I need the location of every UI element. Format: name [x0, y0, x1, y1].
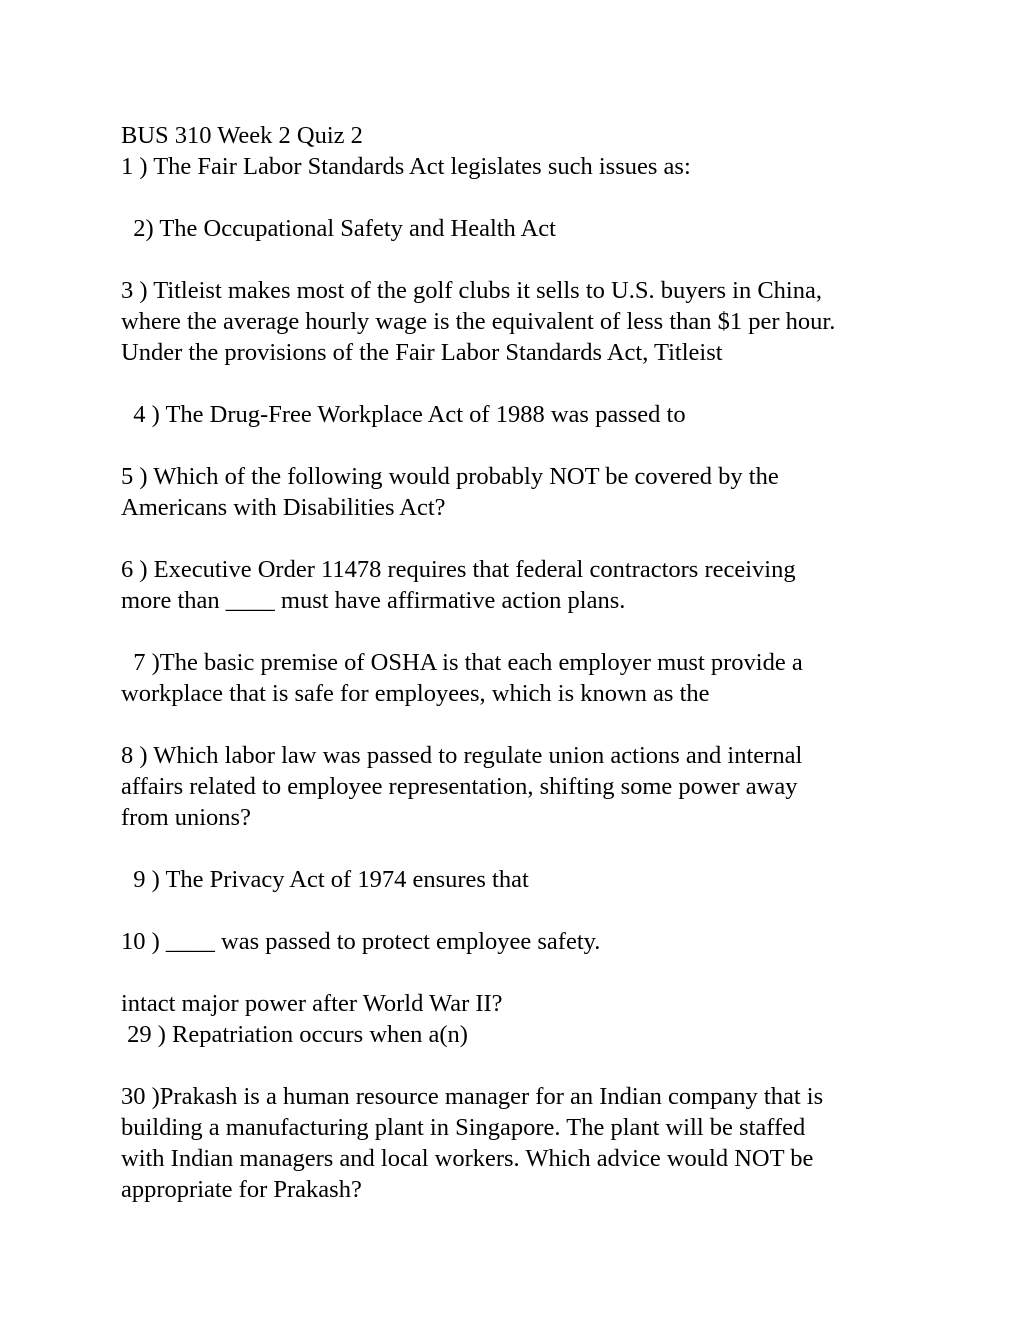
blank-line: [121, 430, 921, 461]
fragment-line: intact major power after World War II?: [121, 990, 503, 1017]
question-29: 29 ) Repatriation occurs when a(n): [121, 1021, 468, 1048]
question-4: 4 ) The Drug-Free Workplace Act of 1988 was passed to: [121, 401, 686, 428]
blank-line: [121, 182, 921, 213]
blank-line: [121, 1050, 921, 1081]
blank-line: [121, 616, 921, 647]
question-7-line-1: 7 )The basic premise of OSHA is that each employer must provide a: [121, 649, 803, 676]
question-8-line-3: from unions?: [121, 804, 251, 831]
doc-title: BUS 310 Week 2 Quiz 2: [121, 122, 363, 149]
blank-line: [121, 368, 921, 399]
blank-line: [121, 709, 921, 740]
question-30-line-3: with Indian managers and local workers. Which advice would NOT be: [121, 1145, 814, 1172]
question-1: 1 ) The Fair Labor Standards Act legislates such issues as:: [121, 153, 691, 180]
question-3-line-1: 3 ) Titleist makes most of the golf clubs it sells to U.S. buyers in China,: [121, 277, 822, 304]
question-30-line-4: appropriate for Prakash?: [121, 1176, 362, 1203]
question-7-line-2: workplace that is safe for employees, which is known as the: [121, 680, 710, 707]
blank-line: [121, 895, 921, 926]
question-6-line-2: more than ____ must have affirmative action plans.: [121, 587, 626, 614]
blank-line: [121, 833, 921, 864]
question-30-line-2: building a manufacturing plant in Singapore. The plant will be staffed: [121, 1114, 806, 1141]
question-2: 2) The Occupational Safety and Health Act: [121, 215, 556, 242]
question-3-line-3: Under the provisions of the Fair Labor Standards Act, Titleist: [121, 339, 723, 366]
question-5-line-1: 5 ) Which of the following would probably NOT be covered by the: [121, 463, 779, 490]
blank-line: [121, 957, 921, 988]
question-6-line-1: 6 ) Executive Order 11478 requires that federal contractors receiving: [121, 556, 796, 583]
question-5-line-2: Americans with Disabilities Act?: [121, 494, 446, 521]
blank-line: [121, 523, 921, 554]
question-3-line-2: where the average hourly wage is the equivalent of less than $1 per hour.: [121, 308, 836, 335]
question-8-line-1: 8 ) Which labor law was passed to regulate union actions and internal: [121, 742, 803, 769]
question-30-line-1: 30 )Prakash is a human resource manager for an Indian company that is: [121, 1083, 824, 1110]
question-8-line-2: affairs related to employee representation, shifting some power away: [121, 773, 798, 800]
blank-line: [121, 244, 921, 275]
question-9: 9 ) The Privacy Act of 1974 ensures that: [121, 866, 529, 893]
question-10: 10 ) ____ was passed to protect employee safety.: [121, 928, 601, 955]
document-text: [121, 120, 921, 1205]
